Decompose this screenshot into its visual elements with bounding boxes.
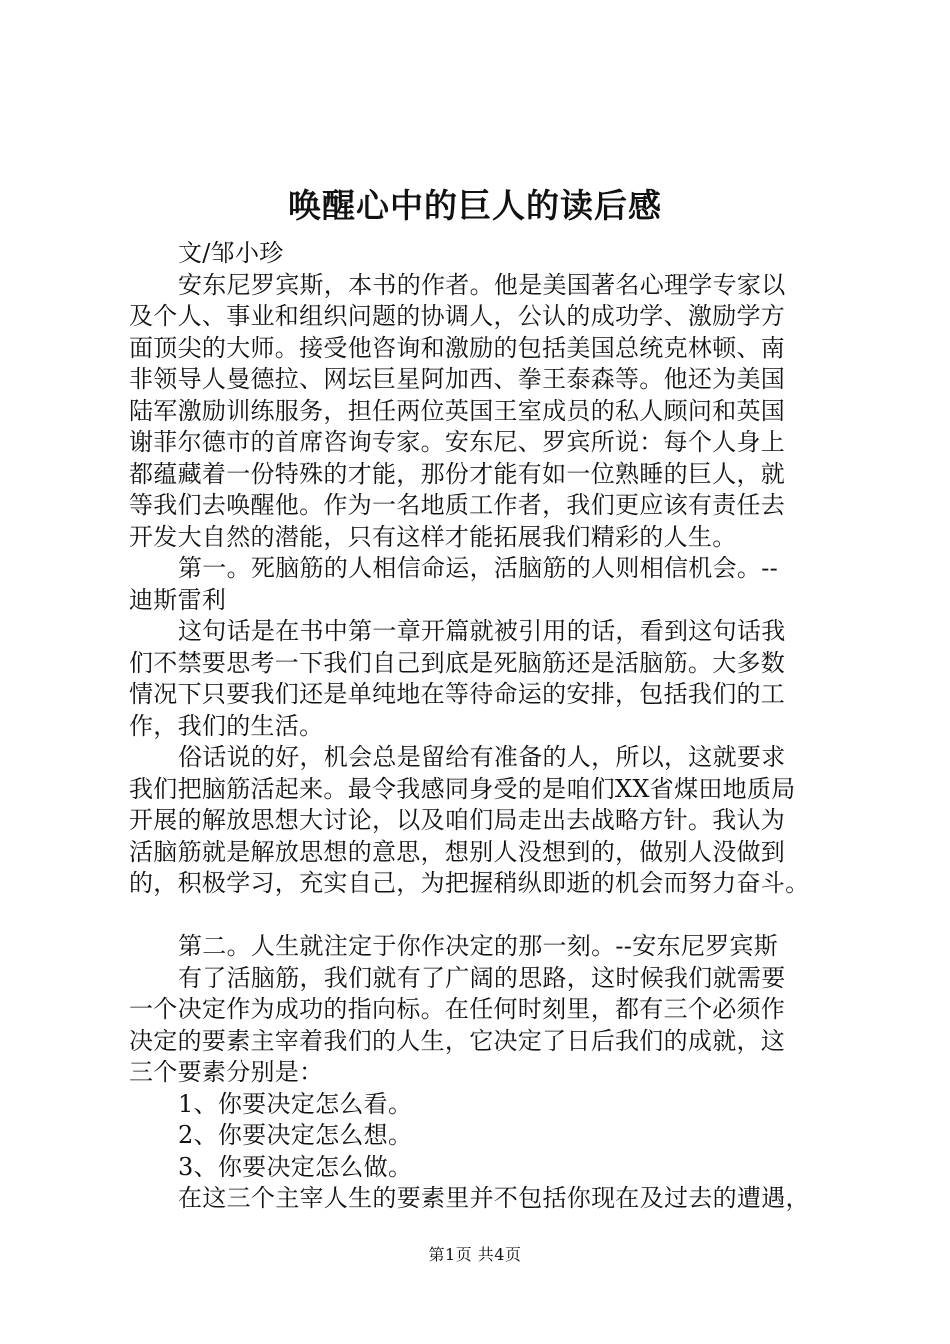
text-line: 非领导人曼德拉、网坛巨星阿加西、拳王泰森等。他还为美国 (129, 365, 786, 393)
text-line: 及个人、事业和组织问题的协调人，公认的成功学、激励学方 (129, 302, 786, 330)
document-body (129, 238, 849, 1215)
text-line: 迪斯雷利 (129, 585, 227, 614)
text-line: 等我们去唤醒他。作为一名地质工作者，我们更应该有责任去 (129, 491, 786, 519)
text-line: 第一。死脑筋的人相信命运，活脑筋的人则相信机会。-- (178, 554, 779, 582)
text-line: 一个决定作为成功的指向标。在任何时刻里，都有三个必须作 (129, 995, 786, 1023)
text-line: 三个要素分别是： (129, 1058, 324, 1086)
text-line: 1、你要决定怎么看。 (178, 1089, 413, 1118)
text-line: 陆军激励训练服务，担任两位英国王室成员的私人顾问和英国 (129, 396, 786, 425)
text-line: 的，积极学习，充实自己，为把握稍纵即逝的机会而努力奋斗。 (129, 869, 810, 897)
text-line: 在这三个主宰人生的要素里并不包括你现在及过去的遭遇， (178, 1184, 810, 1212)
text-line: 我们把脑筋活起来。最令我感同身受的是咱们XX省煤田地质局 (129, 774, 796, 803)
blank-line (129, 900, 849, 932)
text-line: 俗话说的好，机会总是留给有准备的人，所以，这就要求 (178, 743, 786, 771)
text-line: 3、你要决定怎么做。 (178, 1152, 413, 1181)
text-line: 情况下只要我们还是单纯地在等待命运的安排，包括我们的工 (129, 680, 786, 708)
text-line: 开展的解放思想大讨论，以及咱们局走出去战略方针。我认为 (129, 806, 786, 834)
text-line: 活脑筋就是解放思想的意思，想别人没想到的，做别人没做到 (129, 837, 786, 866)
text-line: 2、你要决定怎么想。 (178, 1121, 413, 1149)
text-line: 开发大自然的潜能，只有这样才能拓展我们精彩的人生。 (129, 522, 737, 551)
text-line: 安东尼罗宾斯，本书的作者。他是美国著名心理学专家以 (178, 270, 786, 299)
text-line: 有了活脑筋，我们就有了广阔的思路，这时候我们就需要 (178, 963, 786, 992)
text-line: 文/邹小珍 (178, 239, 284, 267)
page-footer: 第1页 共4页 (428, 1245, 522, 1264)
text-line: 这句话是在书中第一章开篇就被引用的话，看到这句话我 (178, 617, 786, 645)
text-line: 作，我们的生活。 (129, 711, 324, 740)
text-line: 面顶尖的大师。接受他咨询和激励的包括美国总统克林顿、南 (129, 333, 786, 362)
text-line: 决定的要素主宰着我们的人生，它决定了日后我们的成就，这 (129, 1026, 786, 1055)
text-line: 第二。人生就注定于你作决定的那一刻。--安东尼罗宾斯 (178, 932, 779, 960)
text-line: 们不禁要思考一下我们自己到底是死脑筋还是活脑筋。大多数 (129, 648, 786, 677)
text-line: 谢菲尔德市的首席咨询专家。安东尼、罗宾所说：每个人身上 (129, 428, 786, 456)
text-line: 都蕴藏着一份特殊的才能，那份才能有如一位熟睡的巨人，就 (129, 459, 786, 488)
document-title: 唤醒心中的巨人的读后感 (288, 186, 662, 225)
